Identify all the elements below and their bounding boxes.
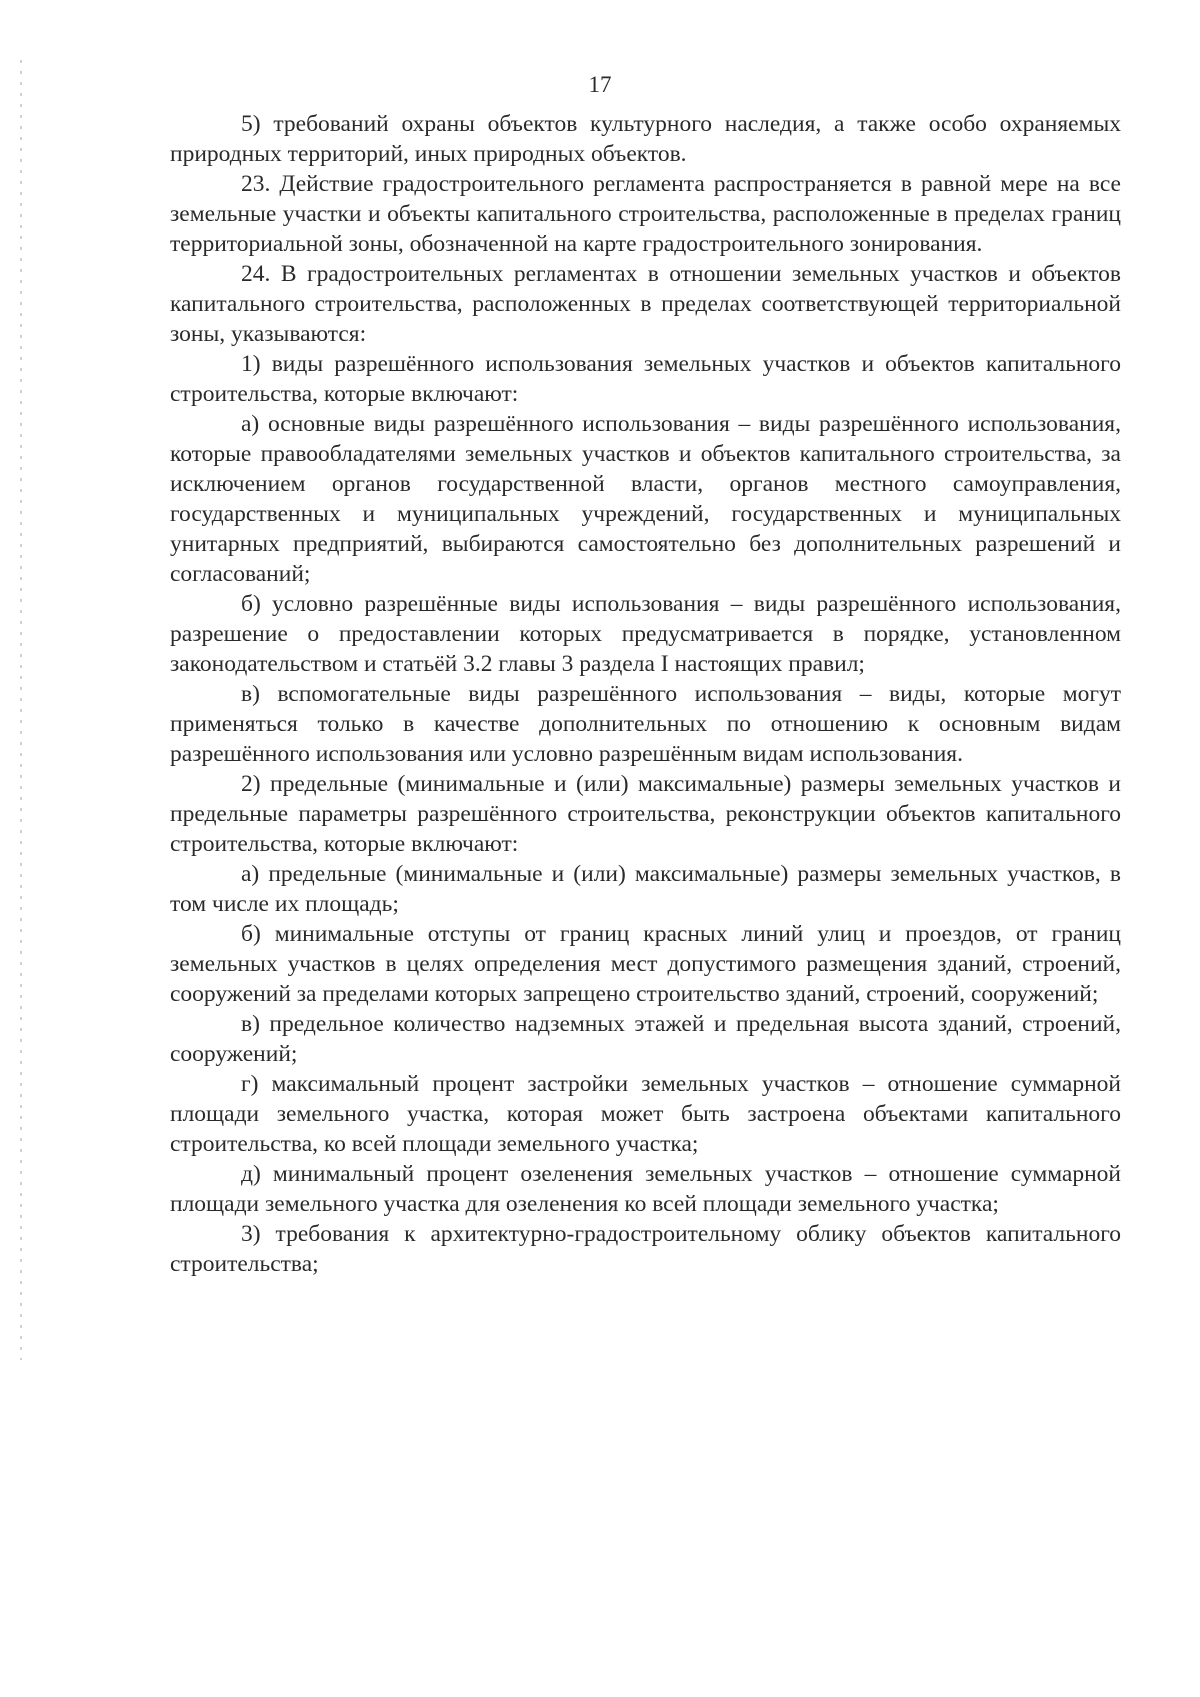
paragraph-subitem-v-auxiliary-uses: в) вспомогательные виды разрешённого использования – виды, которые могут применяться только в качестве дополнительных по отношению к основным видам разрешённого использования или условно разрешённым видам использования. bbox=[170, 681, 1121, 767]
paragraph-item-1-permitted-uses: 1) виды разрешённого использования земельных участков и объектов капитального строительства, которые включают: bbox=[170, 351, 1121, 407]
paragraph-subitem-a-main-uses: а) основные виды разрешённого использования – виды разрешённого использования, которые правообладателями земельных участков и объектов капитального строительства, за исключением органов государственной власти, органов местного самоуправления, государственных и муниципальных учреждений, государственных и муниципальных унитарных предприятий, выбираются самостоятельно без дополнительных разрешений и согласований; bbox=[170, 411, 1121, 587]
paragraph-item-5-cultural-heritage: 5) требований охраны объектов культурного наследия, а также особо охраняемых природных территорий, иных природных объектов. bbox=[170, 111, 1121, 167]
paragraph-subitem-b-conditional-uses: б) условно разрешённые виды использования – виды разрешённого использования, разрешение о предоставлении которых предусматривается в порядке, установленном законодательством и статьёй 3.2 главы 3 раздела I настоящих правил; bbox=[170, 591, 1121, 677]
paragraph-subitem-g-building-coverage: г) максимальный процент застройки земельных участков – отношение суммарной площади земельного участка, которая может быть застроена объектами капитального строительства, ко всей площади земельного участка; bbox=[170, 1071, 1121, 1157]
paragraph-23-regulation-scope: 23. Действие градостроительного регламента распространяется в равной мере на все земельные участки и объекты капитального строительства, расположенные в пределах границ территориальной зоны, обозначенной на карте градостроительного зонирования. bbox=[170, 171, 1121, 257]
scan-edge-marks bbox=[20, 60, 22, 1360]
paragraph-subitem-b-setbacks: б) минимальные отступы от границ красных линий улиц и проездов, от границ земельных участков в целях определения мест допустимого размещения зданий, строений, сооружений за пределами которых запрещено строительство зданий, строений, сооружений; bbox=[170, 921, 1121, 1007]
paragraph-subitem-v-floors-height: в) предельное количество надземных этажей и предельная высота зданий, строений, сооружений; bbox=[170, 1011, 1121, 1067]
paragraph-subitem-a-plot-sizes: а) предельные (минимальные и (или) максимальные) размеры земельных участков, в том числе их площадь; bbox=[170, 861, 1121, 917]
page-number: 17 bbox=[588, 72, 612, 97]
document-body bbox=[170, 109, 1121, 1279]
paragraph-subitem-d-greening: д) минимальный процент озеленения земельных участков – отношение суммарной площади земельного участка для озеленения ко всей площади земельного участка; bbox=[170, 1161, 1121, 1217]
paragraph-item-2-limit-parameters: 2) предельные (минимальные и (или) максимальные) размеры земельных участков и предельные параметры разрешённого строительства, реконструкции объектов капитального строительства, которые включают: bbox=[170, 771, 1121, 857]
paragraph-item-3-architecture: 3) требования к архитектурно-градостроительному облику объектов капитального строительства; bbox=[170, 1221, 1121, 1277]
paragraph-24-regulation-contents: 24. В градостроительных регламентах в отношении земельных участков и объектов капитального строительства, расположенных в пределах соответствующей территориальной зоны, указываются: bbox=[170, 261, 1121, 347]
